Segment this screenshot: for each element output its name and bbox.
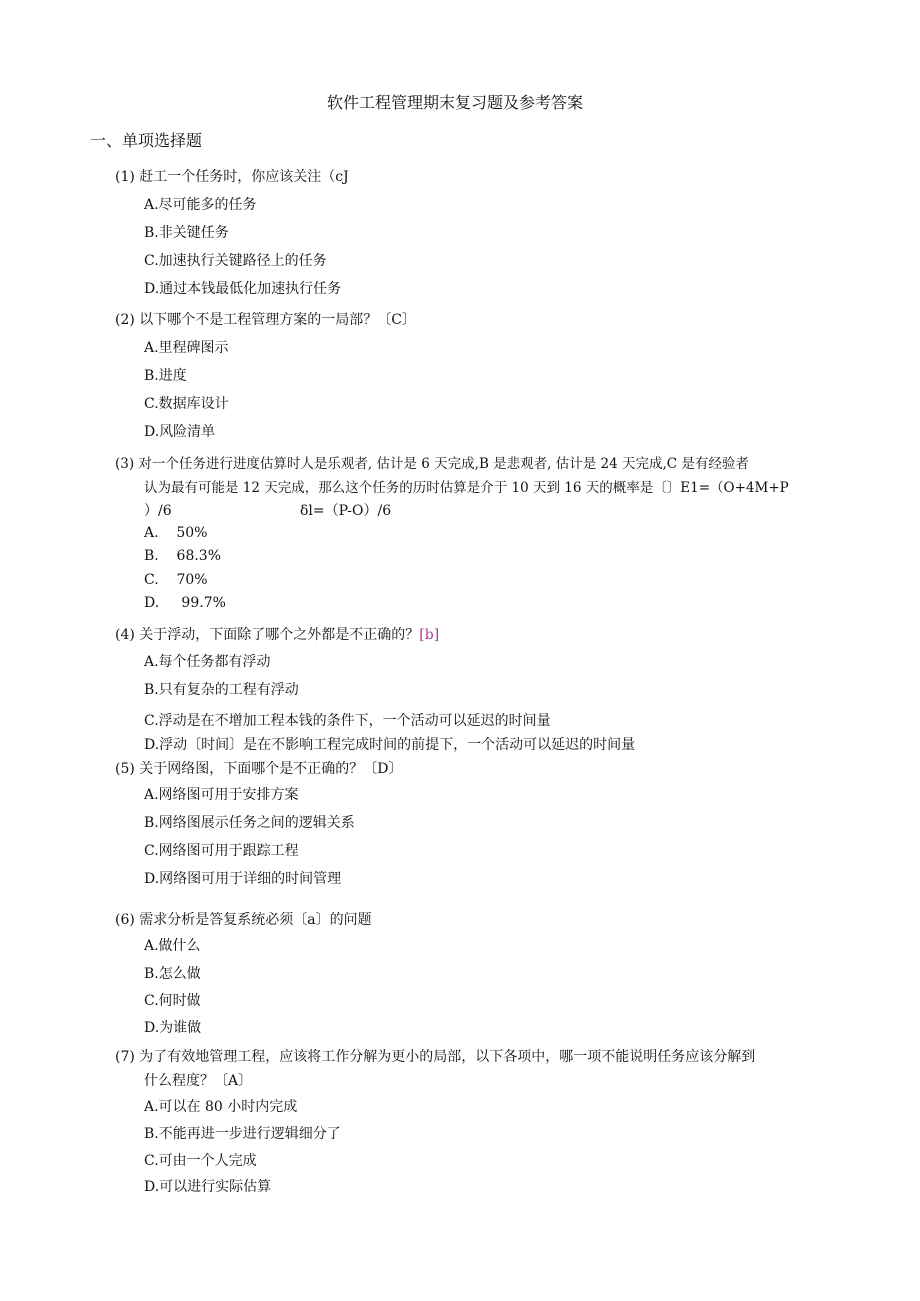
question-6-option-c: C.何时做 <box>144 993 201 1009</box>
question-2-option-b: B.进度 <box>144 368 187 384</box>
question-1-option-a: A.尽可能多的任务 <box>144 197 257 213</box>
question-5-option-d: D.网络图可用于详细的时间管理 <box>144 871 342 887</box>
question-6-option-d: D.为谁做 <box>144 1020 202 1036</box>
question-6-stem: (6) 需求分析是答复系统必须〔a〕的问题 <box>115 912 372 928</box>
question-3-option-d: D. 99.7% <box>144 595 226 611</box>
question-5-option-a: A.网络图可用于安排方案 <box>144 787 299 803</box>
question-7-option-a: A.可以在 80 小时内完成 <box>144 1099 298 1115</box>
question-3-line-3b: δl=（P-O）/6 <box>300 503 392 519</box>
question-4-option-c: C.浮动是在不增加工程本钱的条件下，一个活动可以延迟的时间量 <box>144 713 551 729</box>
question-5-option-c: C.网络图可用于跟踪工程 <box>144 843 299 859</box>
section-heading: 一、单项选择题 <box>90 131 203 150</box>
question-3-option-b: B. 68.3% <box>144 548 222 564</box>
question-3-line-1: (3) 对一个任务进行进度估算时人是乐观者, 估计是 6 天完成,B 是悲观者, 估计是 24 天完成,C 是有经验者 <box>115 456 749 472</box>
question-7-line-1: (7) 为了有效地管理工程，应该将工作分解为更小的局部，以下各项中，哪一项不能说明任务应该分解到 <box>115 1049 756 1065</box>
question-4-option-b: B.只有复杂的工程有浮动 <box>144 682 299 698</box>
question-5-option-b: B.网络图展示任务之间的逻辑关系 <box>144 815 355 831</box>
question-3-line-3a: ）/6 <box>144 503 172 519</box>
question-3-option-a: A. 50% <box>144 525 208 541</box>
question-4-option-d: D.浮动〔时间〕是在不影响工程完成时间的前提下，一个活动可以延迟的时间量 <box>144 737 636 753</box>
question-7-line-2: 什么程度？〔A〕 <box>144 1073 253 1089</box>
question-2-option-a: A.里程碑图示 <box>144 340 229 356</box>
question-3-option-c: C. 70% <box>144 572 208 588</box>
question-6-option-b: B.怎么做 <box>144 966 201 982</box>
question-1-stem: (1) 赶工一个任务时，你应该关注（cJ <box>115 169 349 185</box>
question-1-option-d: D.通过本钱最低化加速执行任务 <box>144 281 342 297</box>
question-2-option-d: D.风险清单 <box>144 424 216 440</box>
question-1-option-b: B.非关键任务 <box>144 225 229 241</box>
question-7-option-c: C.可由一个人完成 <box>144 1153 257 1169</box>
question-7-option-d: D.可以进行实际估算 <box>144 1179 272 1195</box>
question-4-answer: [b] <box>419 627 440 643</box>
question-4-option-a: A.每个任务都有浮动 <box>144 654 271 670</box>
question-6-option-a: A.做什么 <box>144 938 201 954</box>
question-4-stem: (4) 关于浮动，下面除了哪个之外都是不正确的？ <box>115 627 420 643</box>
question-4-stem-row <box>115 624 439 644</box>
document-title: 软件工程管理期末复习题及参考答案 <box>327 93 584 112</box>
question-2-stem: (2) 以下哪个不是工程管理方案的一局部？〔C〕 <box>115 312 416 328</box>
question-3-line-2: 认为最有可能是 12 天完成，那么这个任务的历时估算是介于 10 天到 16 天的概率是〔〕E1=（O+4M+P <box>144 480 789 496</box>
question-5-stem: (5) 关于网络图，下面哪个是不正确的？〔D〕 <box>115 761 403 777</box>
question-7-option-b: B.不能再进一步进行逻辑细分了 <box>144 1126 341 1142</box>
question-2-option-c: C.数据库设计 <box>144 396 229 412</box>
question-1-option-c: C.加速执行关键路径上的任务 <box>144 253 327 269</box>
